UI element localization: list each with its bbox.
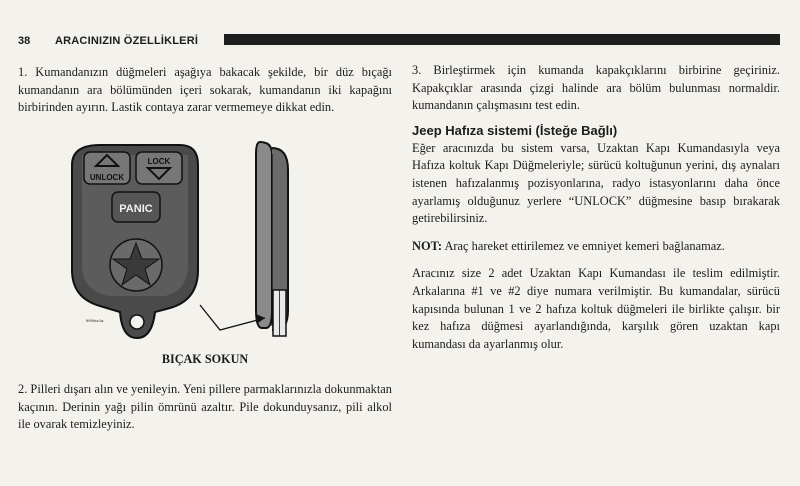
step-2-text: 2. Pilleri dışarı alın ve yenileyin. Yeni pillere parmaklarınızla dokunmaktan kaçının. Derinin yağı pilin ömrünü azaltır. Pile dokunduysanız, pili alkol ile ovarak temizleyiniz. xyxy=(18,382,392,432)
step-1-text: 1. Kumandanızın düğmeleri aşağıya bakacak şekilde, bir düz bıçağı kumandanın ara bölümünden içeri sokarak, kumandanın iki kapağını birbirinden ayırın. Lastik contaya zarar vermemeye dikkat edin. xyxy=(18,65,392,115)
remotes-text: Aracınız size 2 adet Uzaktan Kapı Kumandası ile teslim edilmiştir. Arkalarına #1 ve #2 diye numara verilmiştir. Bu kumandalar, sürücü kapısında bulunan 1 ve 2 hafıza koltuk düğmeleri ile birlikte çalışır. bir kez hafıza düğmesi ayarlandığında, karşılık gören uzaktan kapı kumandası da ayarlanmış olur. xyxy=(412,266,780,351)
header-rule xyxy=(224,34,780,45)
fob-side-profile xyxy=(256,142,272,328)
panic-label: PANIC xyxy=(119,203,153,215)
right-column xyxy=(412,62,780,353)
page-number: 38 xyxy=(18,35,31,47)
unlock-label: UNLOCK xyxy=(89,173,125,182)
figure-code: 9999cc1a xyxy=(86,318,104,323)
key-ring-hole xyxy=(130,315,144,329)
memory-system-heading: Jeep Hafıza sistemi (İsteğe Bağlı) xyxy=(412,122,618,138)
memory-system-text: Eğer aracınızda bu sistem varsa, Uzaktan Kapı Kumandasıyla veya Hafıza koltuk Kapı Düğmeleriyle; sürücü koltuğunun yerini, dış aynaları istenen hafızalanmış pozisyonlarına, radyo istasyonlarını daha önce ayarlamış olduğunuz yerlere “UNLOCK” düğmesine basıp bırakarak getirebilirsiniz. xyxy=(412,140,780,226)
key-fob-svg xyxy=(60,140,350,340)
note-text: Araç hareket ettirilemez ve emniyet kemeri bağlanamaz. xyxy=(444,238,725,253)
lock-label: LOCK xyxy=(147,157,171,166)
step-3-text: 3. Birleştirmek için kumanda kapakçıklarını birbirine geçiriniz. Kapakçıklar arasında çizgi halinde ara bölüm bulunması normaldir. kumandanın çalışmasını test edin. xyxy=(412,63,780,113)
key-fob-illustration xyxy=(60,140,350,340)
note-label: NOT: xyxy=(412,238,443,253)
note-paragraph xyxy=(412,238,780,256)
page-header xyxy=(18,34,780,50)
left-column-bottom xyxy=(18,381,392,434)
section-title: ARACINIZIN ÖZELLİKLERİ xyxy=(55,35,199,47)
left-column xyxy=(18,64,392,117)
figure-caption: BIÇAK SOKUN xyxy=(161,352,249,366)
